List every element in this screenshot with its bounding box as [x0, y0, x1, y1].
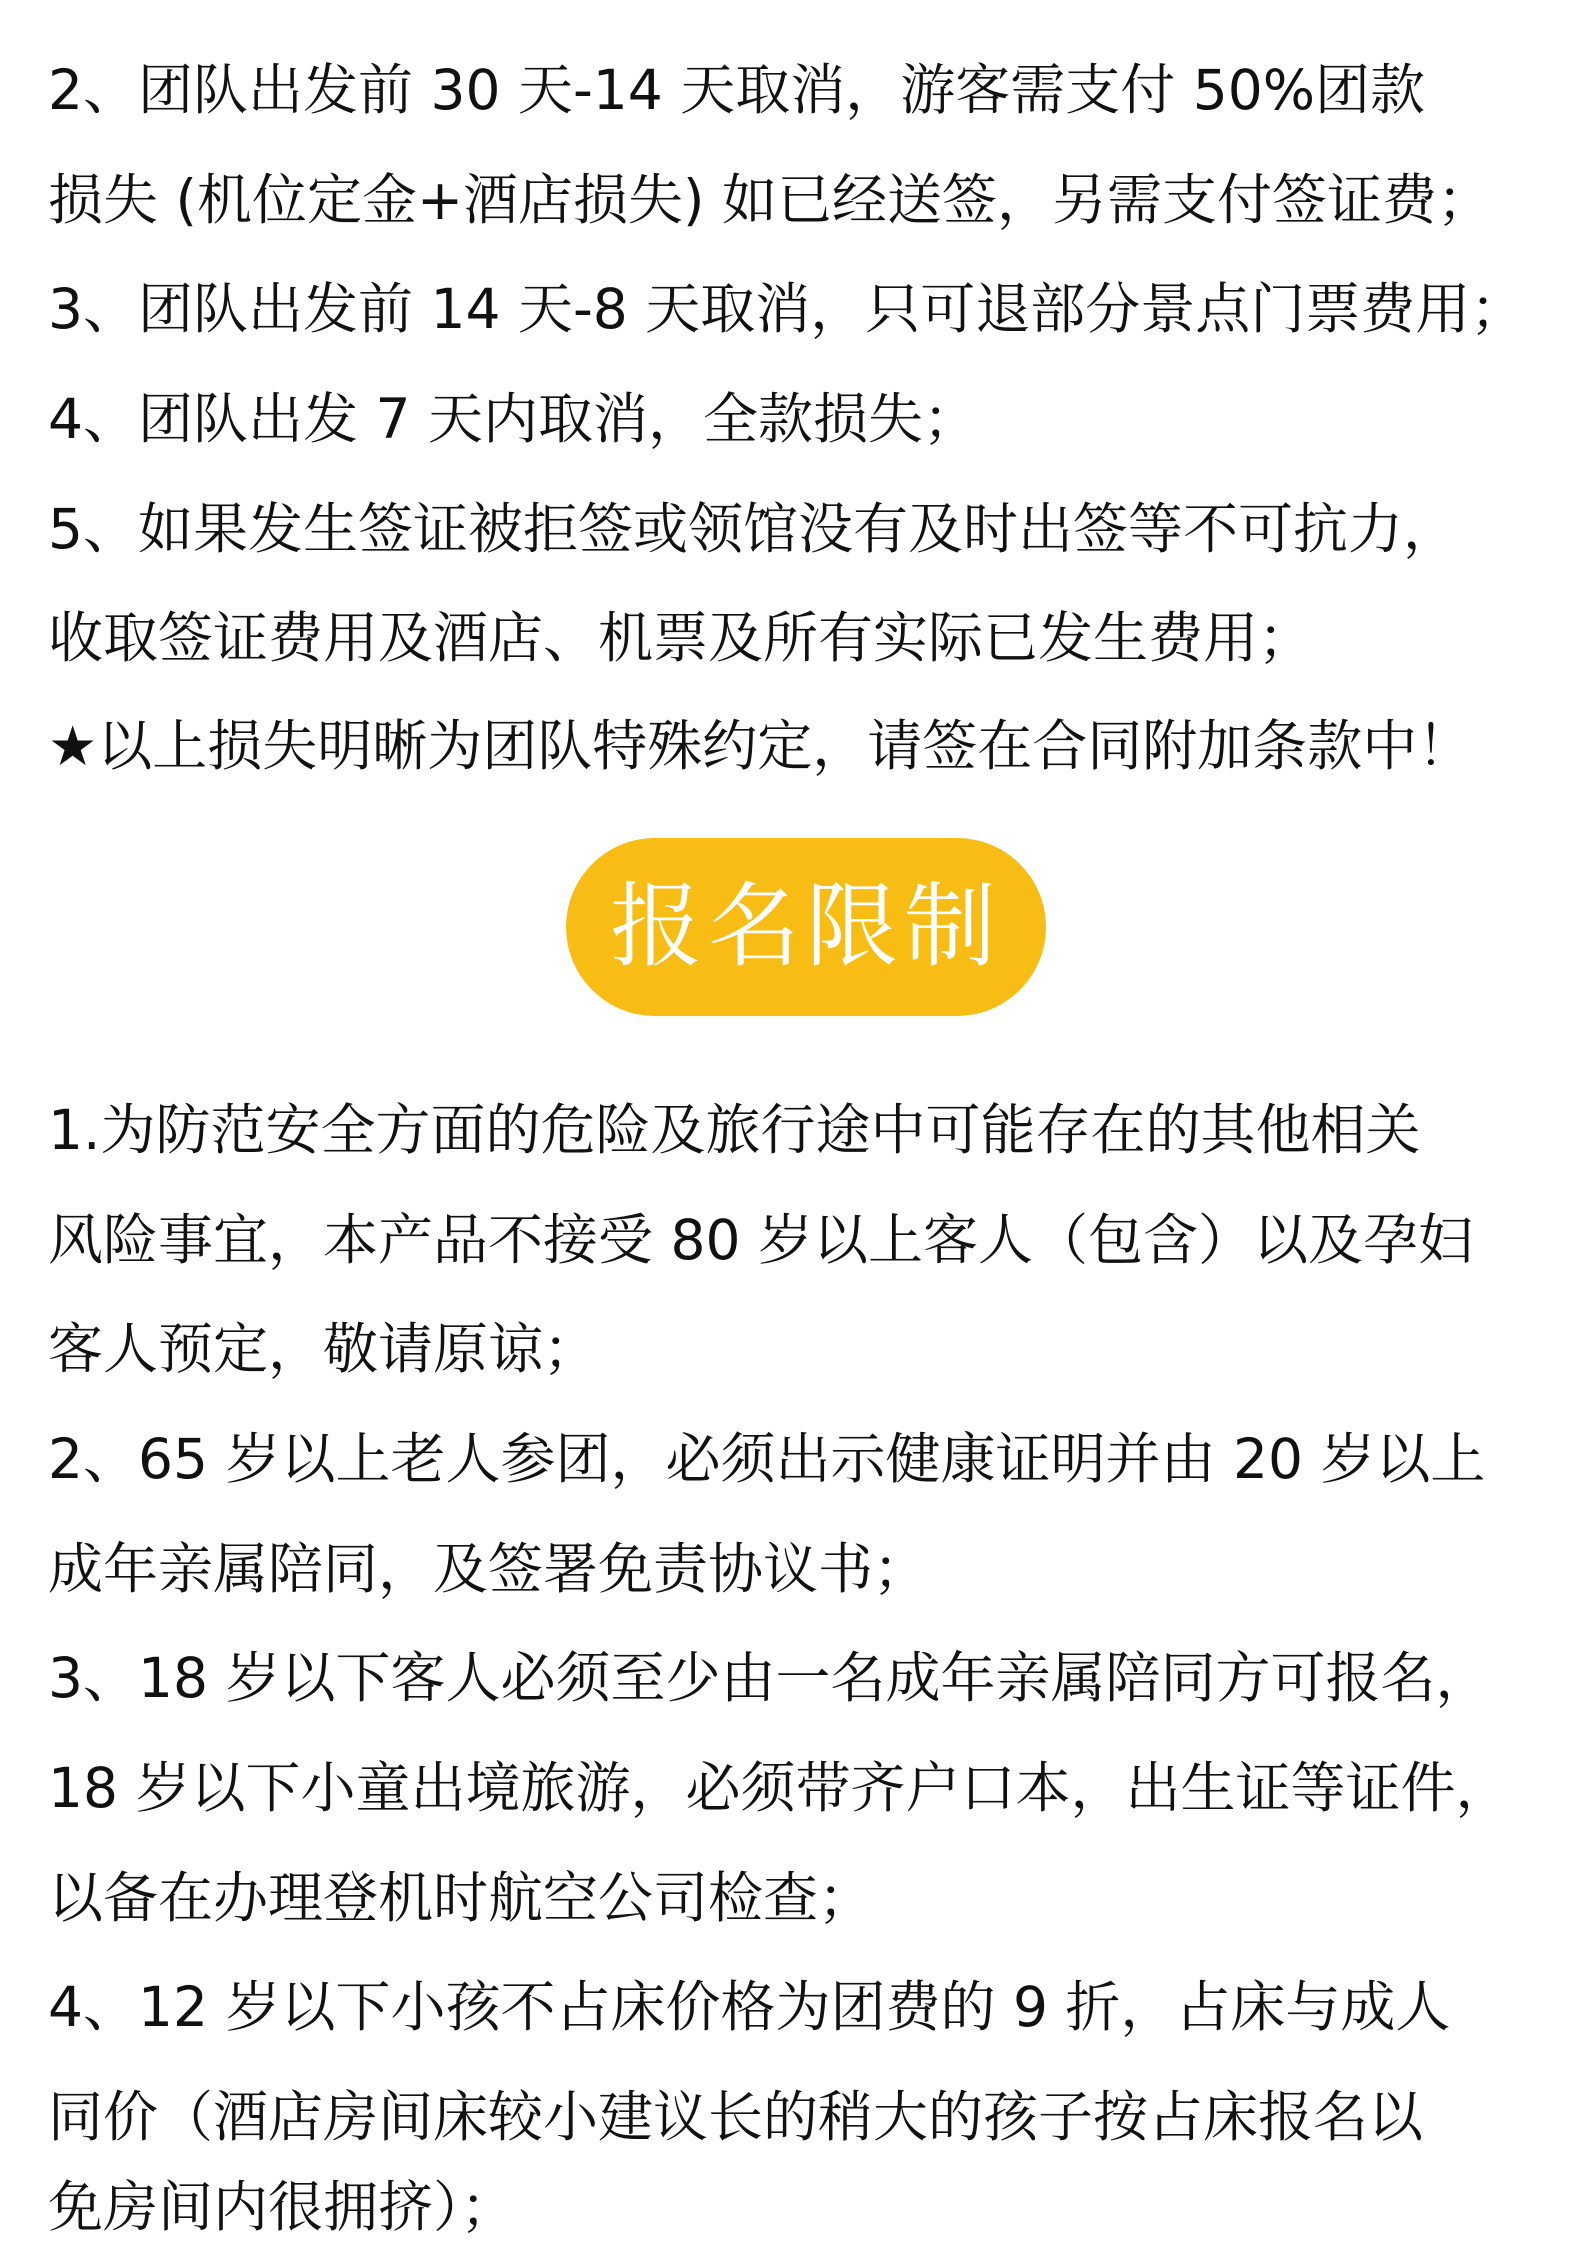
- cancellation-line-1: 2、团队出发前 30 天-14 天取消，游客需支付 50%团款: [48, 58, 1425, 122]
- restriction-line-2: 风险事宜，本产品不接受 80 岁以上客人（包含）以及孕妇: [48, 1208, 1473, 1272]
- cancellation-line-3: 3、团队出发前 14 天-8 天取消，只可退部分景点门票费用；: [48, 277, 1526, 341]
- cancellation-line-4: 4、团队出发 7 天内取消，全款损失；: [48, 387, 978, 451]
- cancellation-line-2: 损失 (机位定金+酒店损失) 如已经送签，另需支付签证费；: [48, 168, 1492, 232]
- restriction-line-6: 3、18 岁以下客人必须至少由一名成年亲属陪同方可报名，: [48, 1646, 1491, 1710]
- restriction-line-4: 2、65 岁以上老人参团，必须出示健康证明并由 20 岁以上: [48, 1427, 1486, 1491]
- restriction-line-3: 客人预定，敬请原谅；: [48, 1317, 599, 1381]
- section-title-badge: [566, 838, 1046, 1016]
- restriction-line-10: 同价（酒店房间床较小建议长的稍大的孩子按占床报名以: [48, 2085, 1424, 2149]
- cancellation-line-5: 5、如果发生签证被拒签或领馆没有及时出签等不可抗力，: [48, 497, 1458, 561]
- restriction-line-7: 18 岁以下小童出境旅游，必须带齐户口本，出生证等证件，: [48, 1756, 1511, 1820]
- restriction-line-11: 免房间内很拥挤）；: [48, 2175, 516, 2239]
- restriction-line-5: 成年亲属陪同，及签署免责协议书；: [48, 1537, 929, 1601]
- restriction-line-8: 以备在办理登机时航空公司检查；: [48, 1866, 874, 1930]
- section-title: 报名限制: [609, 873, 1002, 980]
- cancellation-line-6: 收取签证费用及酒店、机票及所有实际已发生费用；: [48, 606, 1314, 670]
- restriction-line-9: 4、12 岁以下小孩不占床价格为团费的 9 折，占床与成人: [48, 1975, 1451, 2039]
- cancellation-note: ★以上损失明晰为团队特殊约定，请签在合同附加条款中！: [48, 714, 1473, 778]
- restriction-line-1: 1.为防范安全方面的危险及旅行途中可能存在的其他相关: [48, 1098, 1421, 1162]
